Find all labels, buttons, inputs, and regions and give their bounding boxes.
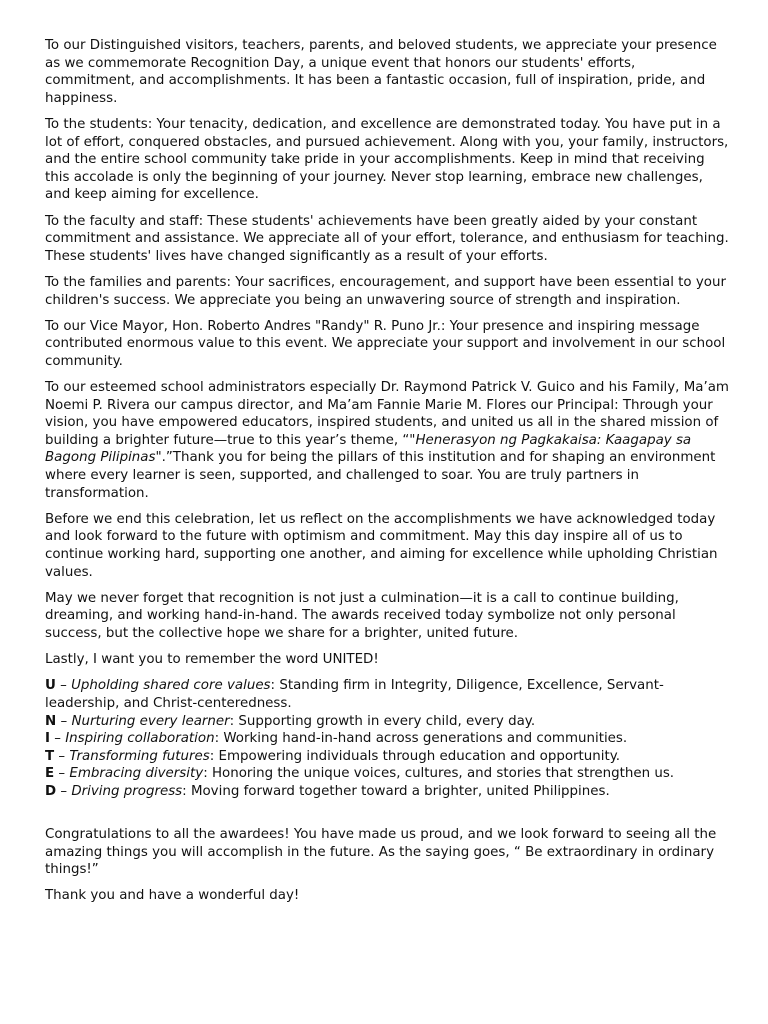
acronym-dash: –: [54, 748, 70, 764]
paragraph-faculty: To the faculty and staff: These students' achievements have been greatly aided by your constant commitment and assistance. We appreciate all of your effort, tolerance, and enthusiasm for teaching. These students' lives have changed significantly as a result of your efforts.: [45, 213, 729, 264]
acronym-description: : Empowering individuals through education and opportunity.: [209, 748, 620, 764]
paragraph-thank-you: Thank you and have a wonderful day!: [45, 888, 300, 904]
acronym-letter: T: [45, 748, 55, 764]
acronym-letter: N: [45, 713, 57, 729]
acronym-letter: I: [45, 731, 50, 747]
acronym-description: : Honoring the unique voices, cultures, and stories that strengthen us.: [203, 766, 675, 782]
acronym-term: Driving progress: [71, 783, 183, 799]
paragraph-lastly: Lastly, I want you to remember the word UNITED!: [45, 652, 379, 668]
acronym-description: : Moving forward together toward a brighter, united Philippines.: [182, 783, 610, 799]
administrators-text: To our esteemed school administrators especially Dr. Raymond Patrick V. Guico and his Family, Ma’am Noemi P. Rivera our campus director, and Ma’am Fannie Marie M. Flores our Principal: Through your vision, you have empowered educators, inspired students, and united us all in the shared mission of building a brighter future—true to this year’s theme, “": [45, 380, 729, 448]
acronym-term: Embracing diversity: [69, 766, 204, 782]
acronym-line-t: [45, 748, 729, 766]
acronym-term: Nurturing every learner: [71, 713, 230, 729]
acronym-line-e: [45, 765, 729, 783]
paragraph-never-forget: May we never forget that recognition is not just a culmination—it is a call to continue building, dreaming, and working hand-in-hand. The awards received today symbolize not only personal success, but the collective hope we share for a brighter, united future.: [45, 590, 679, 641]
paragraph-reflect: Before we end this celebration, let us reflect on the accomplishments we have acknowledged today and look forward to the future with optimism and commitment. May this day inspire all of us to continue working hard, supporting one another, and aiming for excellence while upholding Christian values.: [45, 511, 718, 580]
acronym-letter: U: [45, 678, 56, 694]
administrators-closing-text: ".”Thank you for being the pillars of this institution and for shaping an environment where every learner is seen, supported, and challenged to soar. You are truly partners in transformation.: [45, 450, 716, 501]
paragraph-vice-mayor: To our Vice Mayor, Hon. Roberto Andres "Randy" R. Puno Jr.: Your presence and inspiring message contributed enormous value to this event. We appreciate your support and involvement in our school community.: [45, 318, 726, 369]
acronym-term: Inspiring collaboration: [65, 731, 215, 747]
acronym-line-i: [45, 730, 729, 748]
paragraph-students: To the students: Your tenacity, dedication, and excellence are demonstrated today. You have put in a lot of effort, conquered obstacles, and pursued achievement. Along with you, your family, instructors, and the entire school community take pride in your accomplishments. Keep in mind that receiving this accolade is only the beginning of your journey. Never stop learning, embrace new challenges, and keep aiming for excellence.: [45, 116, 729, 203]
acronym-description: : Standing firm in Integrity, Diligence, Excellence, Servant-leadership, and Christ-centeredness.: [45, 678, 664, 711]
acronym-term: Upholding shared core values: [71, 678, 271, 694]
paragraph-welcome: To our Distinguished visitors, teachers, parents, and beloved students, we appreciate your presence as we commemorate Recognition Day, a unique event that honors our students' efforts, commitment, and accomplishments. It has been a fantastic occasion, full of inspiration, pride, and happiness.: [45, 38, 717, 106]
theme-text: Henerasyon ng Pagkakaisa: Kaagapay sa Bagong Pilipinas: [45, 432, 692, 466]
speech-document: [45, 37, 729, 914]
acronym-line-n: [45, 713, 729, 731]
acronym-line-d: [45, 783, 729, 801]
acronym-dash: –: [54, 766, 70, 782]
acronym-dash: –: [55, 678, 72, 694]
acronym-term: Transforming futures: [69, 748, 210, 764]
blank-line: [45, 809, 729, 826]
united-acronym-list: [45, 677, 729, 800]
paragraph-administrators: [45, 379, 729, 502]
acronym-description: : Working hand-in-hand across generations and communities.: [214, 731, 628, 747]
acronym-description: : Supporting growth in every child, every day.: [229, 713, 536, 729]
paragraph-families: To the families and parents: Your sacrifices, encouragement, and support have been essential to your children's success. We appreciate you being an unwavering source of strength and inspiration.: [45, 274, 726, 308]
acronym-dash: –: [56, 783, 72, 799]
acronym-dash: –: [49, 731, 66, 747]
acronym-line-u: [45, 677, 729, 712]
acronym-letter: D: [45, 783, 57, 799]
paragraph-congratulations: Congratulations to all the awardees! You have made us proud, and we look forward to seeing all the amazing things you will accomplish in the future. As the saying goes, “ Be extraordinary in ordinary things!”: [45, 827, 717, 878]
acronym-dash: –: [56, 713, 72, 729]
acronym-letter: E: [45, 766, 55, 782]
